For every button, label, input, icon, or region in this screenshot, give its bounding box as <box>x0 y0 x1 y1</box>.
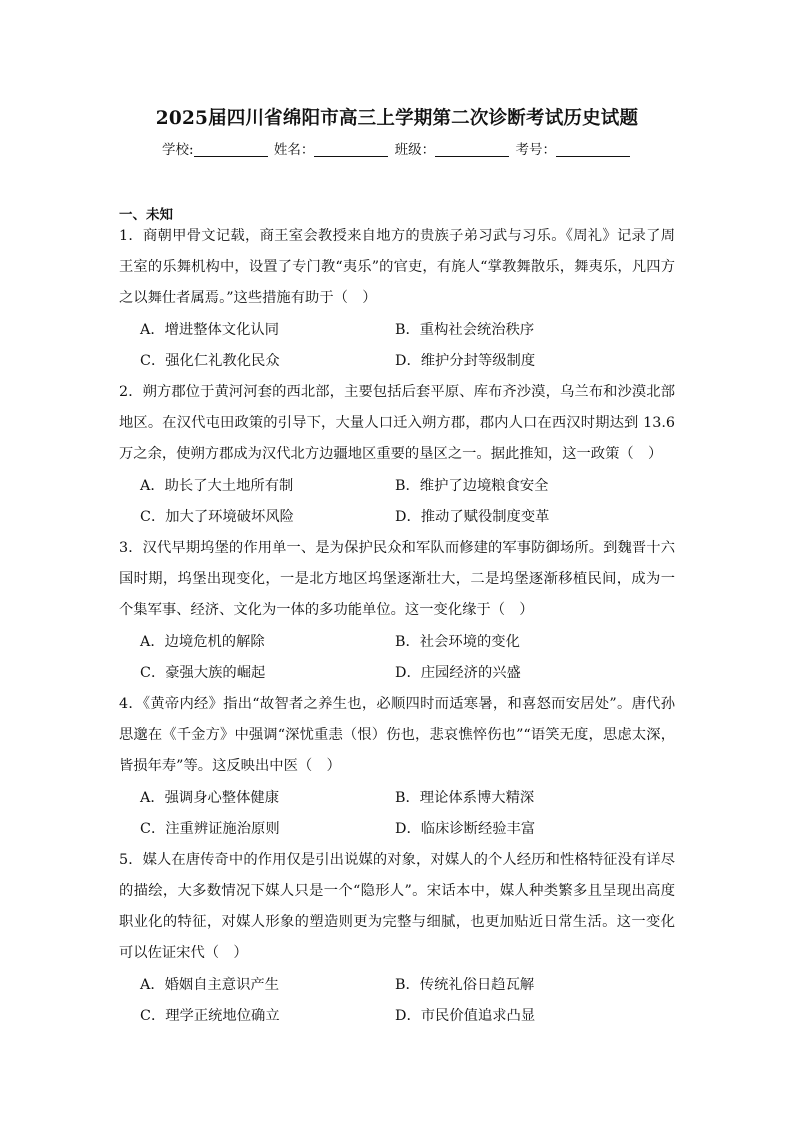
question-3-option-d[interactable]: D．庄园经济的兴盛 <box>395 665 521 681</box>
exam-number-blank[interactable] <box>556 142 630 157</box>
question-2-option-d[interactable]: D．推动了赋役制度变革 <box>395 509 550 525</box>
question-1-option-c[interactable]: C．强化仁礼教化民众 <box>140 353 280 369</box>
question-5-option-c[interactable]: C．理学正统地位确立 <box>140 1008 280 1024</box>
question-3-option-c[interactable]: C．豪强大族的崛起 <box>140 665 266 681</box>
question-stem-2: 2．朔方郡位于黄河河套的西北部，主要包括后套平原、库布齐沙漠，乌兰布和沙漠北部地区。在汉代屯田政策的引导下，大量人口迁入朔方郡，郡内人口在西汉时期达到 13.6 万之余，使朔方郡成为汉代北方边疆地区重要的垦区之一。据此推知，这一政策（ ） <box>119 384 675 462</box>
exam-title: 2025届四川省绵阳市高三上学期第二次诊断考试历史试题 <box>155 108 639 129</box>
name-blank[interactable] <box>314 142 388 157</box>
exam-number-label: 考号： <box>515 142 556 158</box>
question-3-option-b[interactable]: B．社会环境的变化 <box>395 634 520 650</box>
name-label: 姓名： <box>273 142 315 158</box>
section-title: 一、未知 <box>119 207 173 223</box>
question-4-option-a[interactable]: A．强调身心整体健康 <box>140 790 279 806</box>
question-1-option-d[interactable]: D．维护分封等级制度 <box>395 353 536 369</box>
question-4-option-b[interactable]: B．理论体系博大精深 <box>395 790 535 806</box>
question-3-option-a[interactable]: A．边境危机的解除 <box>140 634 265 650</box>
question-1-option-b[interactable]: B．重构社会统治秩序 <box>395 322 535 338</box>
question-2-option-a[interactable]: A．助长了大土地所有制 <box>140 478 294 494</box>
school-label: 学校: <box>162 142 194 158</box>
school-blank[interactable] <box>194 142 268 157</box>
question-stem-5: 5．媒人在唐传奇中的作用仅是引出说媒的对象，对媒人的个人经历和性格特征没有详尽的描绘，大多数情况下媒人只是一个“隐形人”。宋话本中，媒人种类繁多且呈现出高度职业化的特征，对媒人形象的塑造则更为完整与细腻，也更加贴近日常生活。这一变化可以佐证宋代（ ） <box>119 852 675 961</box>
question-2-option-c[interactable]: C．加大了环境破坏风险 <box>140 509 294 525</box>
question-5-option-d[interactable]: D．市民价值追求凸显 <box>395 1008 536 1024</box>
question-stem-1: 1．商朝甲骨文记载，商王室会教授来自地方的贵族子弟习武与习乐。《周礼》记录了周王室的乐舞机构中，设置了专门教“夷乐”的官吏，有旄人“掌教舞散乐，舞夷乐，凡四方之以舞仕者属焉。”这些措施有助于（ ） <box>119 228 675 306</box>
question-1-option-a[interactable]: A．增进整体文化认同 <box>140 322 279 338</box>
student-info-line <box>0 138 794 158</box>
question-2-option-b[interactable]: B．维护了边境粮食安全 <box>395 478 549 494</box>
question-5-option-a[interactable]: A．婚姻自主意识产生 <box>140 977 279 993</box>
question-4-option-c[interactable]: C．注重辨证施治原则 <box>140 821 280 837</box>
class-blank[interactable] <box>435 142 509 157</box>
class-label: 班级： <box>394 142 436 158</box>
question-5-option-b[interactable]: B．传统礼俗日趋瓦解 <box>395 977 535 993</box>
question-stem-3: 3．汉代早期坞堡的作用单一、是为保护民众和军队而修建的军事防御场所。到魏晋十六国时期，坞堡出现变化，一是北方地区坞堡逐渐壮大，二是坞堡逐渐移植民间，成为一个集军事、经济、文化为一体的多功能单位。这一变化缘于（ ） <box>119 540 675 618</box>
question-4-option-d[interactable]: D．临床诊断经验丰富 <box>395 821 536 837</box>
question-stem-4: 4．《黄帝内经》指出“故智者之养生也，必顺四时而适寒暑，和喜怒而安居处”。唐代孙思邈在《千金方》中强调“深忧重恚（恨）伤也，悲哀憔悴伤也”“语笑无度，思虑太深，皆损年寿”等。这反映出中医（ ） <box>119 696 675 774</box>
